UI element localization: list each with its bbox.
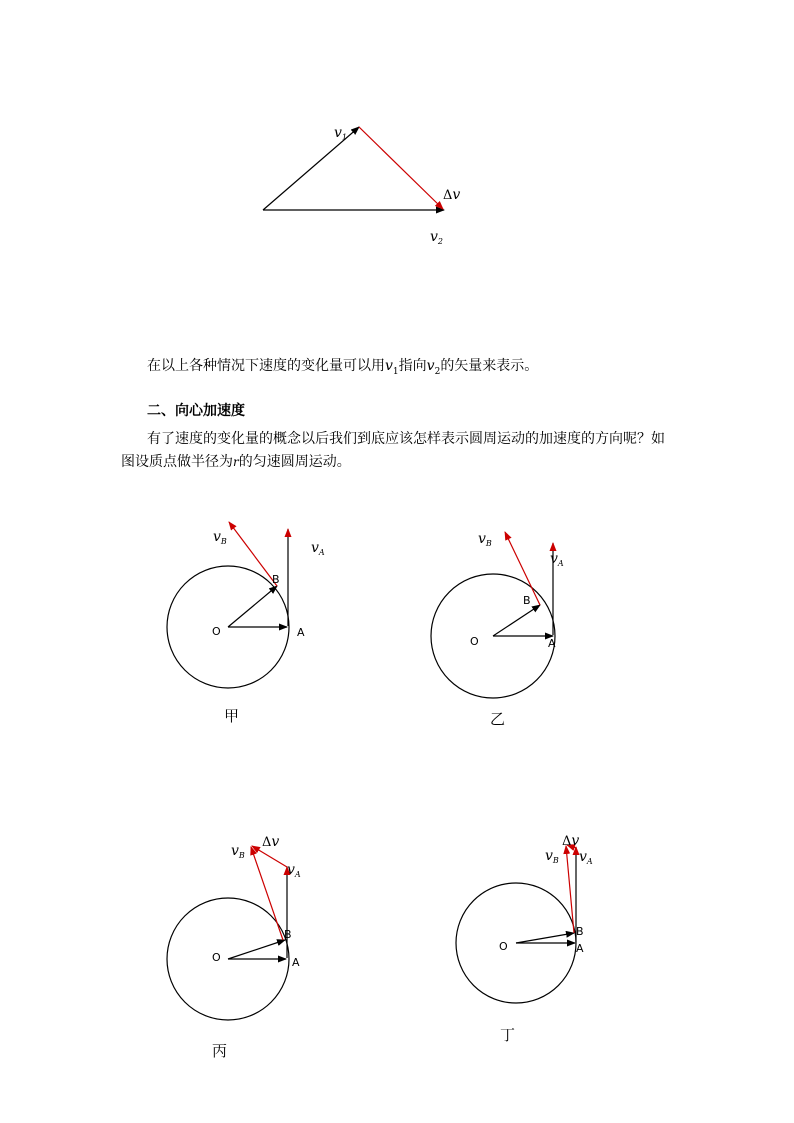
- vA-label: $v_A$: [550, 551, 564, 568]
- velocity-B: [229, 522, 277, 586]
- velocity-B: [251, 847, 283, 940]
- point-A-label: A: [576, 942, 584, 955]
- radius-OB: [516, 933, 574, 943]
- vB-label: $v_B$: [231, 843, 245, 860]
- vB-label: $v_B$: [478, 531, 492, 548]
- paragraph-intro-line2: 图设质点做半径为r的匀速圆周运动。: [121, 454, 351, 470]
- diagram-bing: [167, 834, 301, 1020]
- paragraph-delta-v: 在以上各种情况下速度的变化量可以用$v_1$指向$v_2$的矢量来表示。: [147, 358, 539, 377]
- radius-OB: [228, 940, 285, 959]
- radius-OB: [493, 605, 540, 636]
- caption-ding: 丁: [500, 1026, 516, 1044]
- v1-inline: $v_1$: [385, 358, 399, 377]
- diagram-yi: [431, 531, 564, 698]
- vA-label: $v_A$: [311, 540, 325, 557]
- point-O-label: O: [212, 625, 221, 638]
- point-A-label: A: [292, 956, 300, 969]
- diagram-ding: [456, 833, 593, 1003]
- paragraph-intro-line1: 有了速度的变化量的概念以后我们到底应该怎样表示圆周运动的加速度的方向呢？如: [147, 431, 665, 447]
- point-A-label: A: [548, 637, 556, 650]
- vA-label: $v_A$: [287, 862, 301, 879]
- vB-label: $v_B$: [213, 529, 227, 546]
- v2-label: $v_2$: [430, 229, 444, 246]
- diagram-jia: [167, 522, 325, 688]
- dv-label: Δv: [562, 833, 580, 849]
- caption-jia: 甲: [224, 707, 240, 725]
- point-O-label: O: [470, 635, 479, 648]
- velocity-B: [566, 846, 574, 933]
- v2-inline: $v_2$: [426, 358, 441, 377]
- v1-label: $v_1$: [334, 125, 348, 142]
- radius-OB: [228, 586, 277, 627]
- vA-label: $v_A$: [579, 849, 593, 866]
- delta-v-label: Δv: [443, 187, 461, 203]
- point-O-label: O: [499, 940, 508, 953]
- section-heading: 二、向心加速度: [147, 403, 245, 419]
- dv-label: Δv: [262, 834, 280, 850]
- point-B-label: B: [576, 925, 584, 938]
- point-A-label: A: [297, 626, 305, 639]
- point-B-label: B: [272, 573, 280, 586]
- point-O-label: O: [212, 951, 221, 964]
- point-B-label: B: [523, 594, 531, 607]
- point-B-label: B: [284, 928, 292, 941]
- caption-yi: 乙: [490, 710, 506, 728]
- caption-bing: 丙: [212, 1042, 228, 1060]
- vB-label: $v_B$: [545, 848, 559, 865]
